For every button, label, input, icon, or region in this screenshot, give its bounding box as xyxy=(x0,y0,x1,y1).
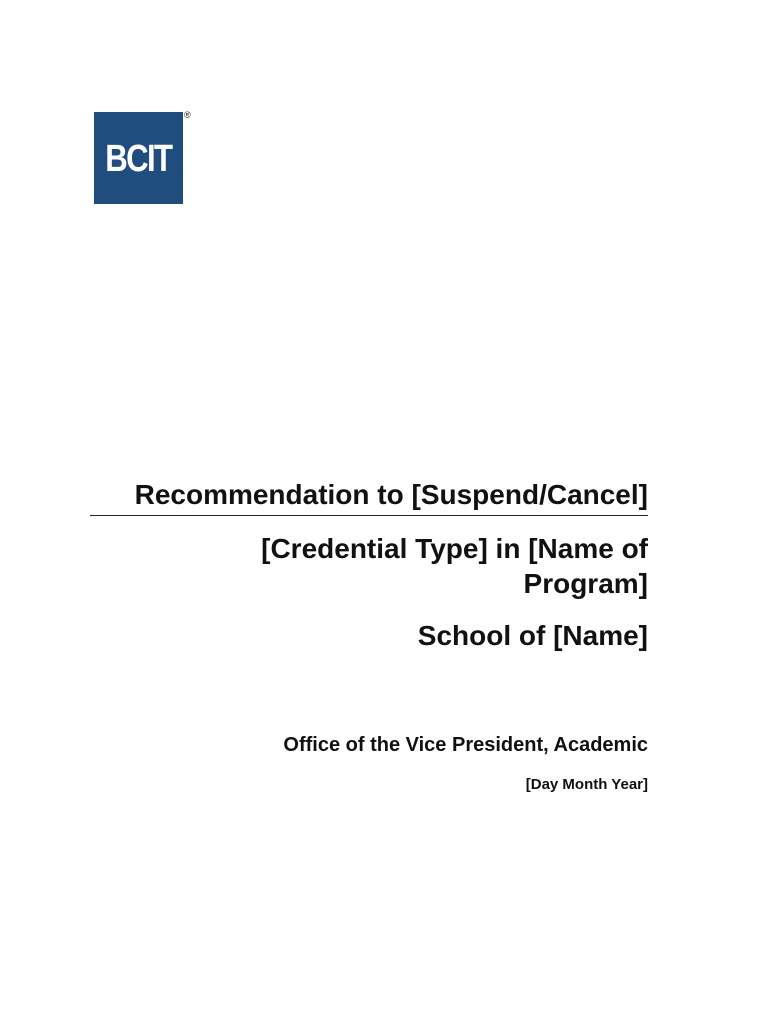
document-title: Recommendation to [Suspend/Cancel] xyxy=(90,478,648,516)
office-name: Office of the Vice President, Academic xyxy=(283,734,648,756)
school-name: School of [Name] xyxy=(417,620,648,651)
logo-text: BCIT xyxy=(105,138,172,180)
title-block xyxy=(90,478,648,516)
document-date: [Day Month Year] xyxy=(525,776,648,793)
document-subtitle: [Credential Type] in [Name of Program] xyxy=(261,533,648,599)
bcit-logo xyxy=(94,112,183,204)
registered-mark: ® xyxy=(184,110,191,120)
